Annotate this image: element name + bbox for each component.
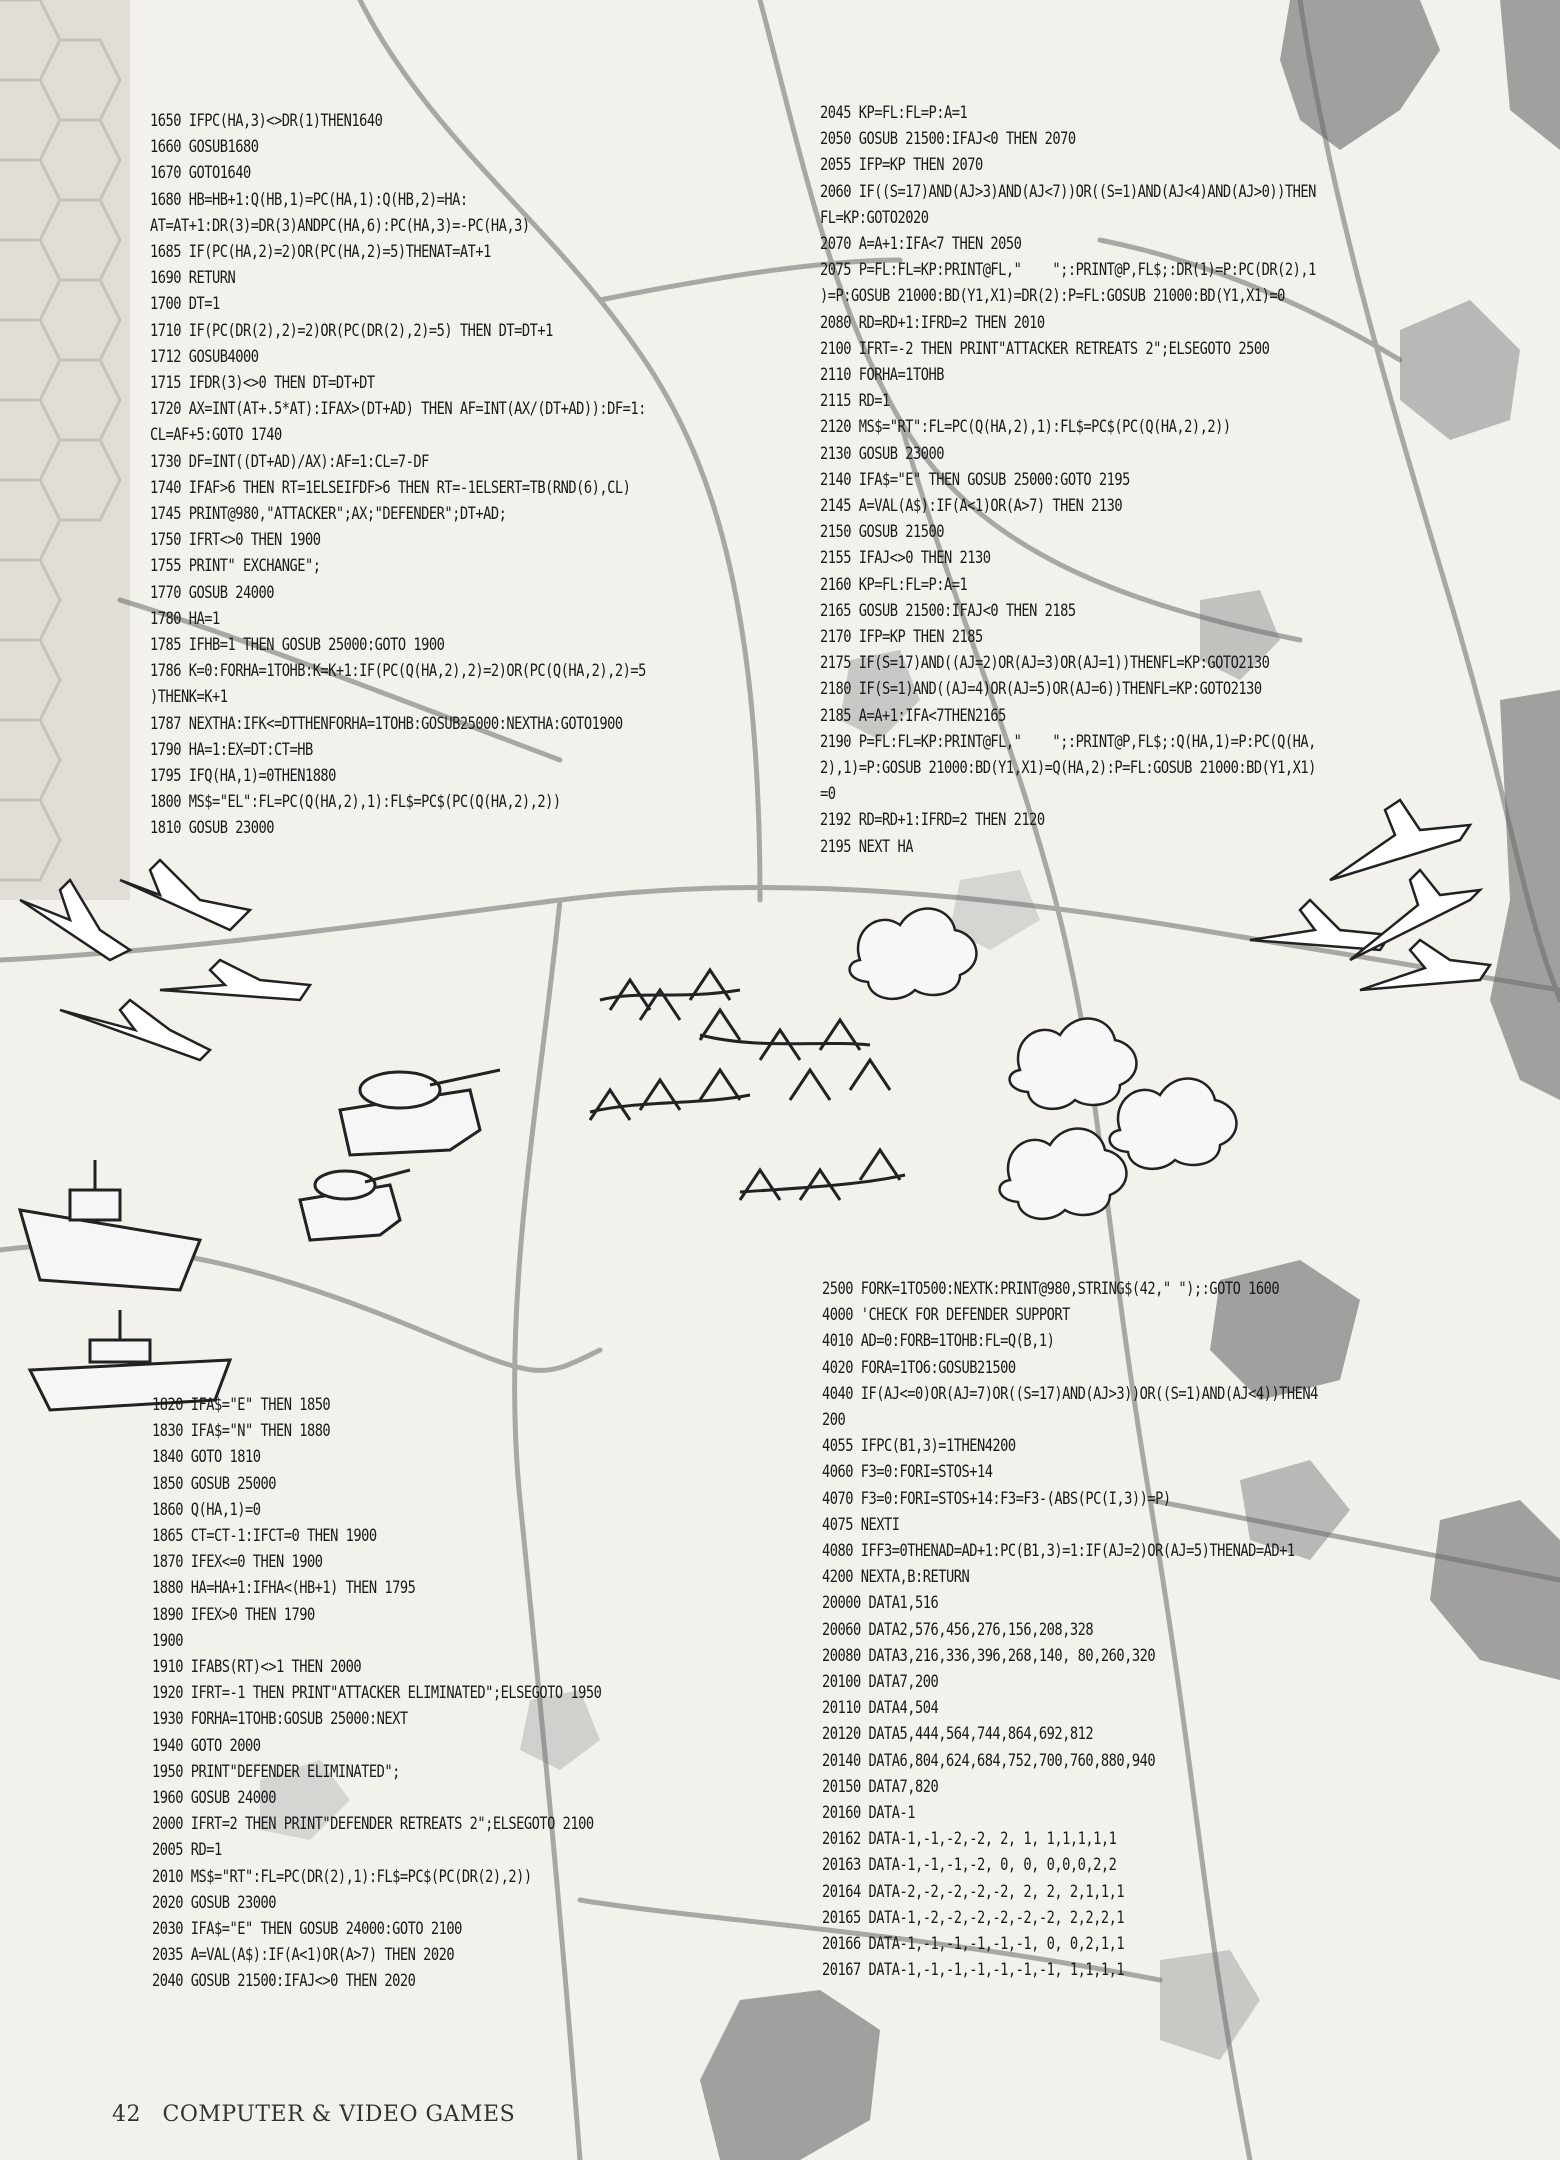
warship-icon [20, 1160, 230, 1410]
page-footer [112, 2102, 515, 2127]
code-line: 1750 IFRT<>0 THEN 1900 [150, 530, 321, 550]
code-line: FL=KP:GOTO2020 [820, 207, 929, 227]
code-listing-left-bottom [152, 1392, 601, 1995]
code-line: 2190 P=FL:FL=KP:PRINT@FL," ";:PRINT@P,FL$;:Q(HA,1)=P:PC(Q(HA, [820, 731, 1316, 751]
code-line: 1770 GOSUB 24000 [150, 582, 274, 602]
code-line: )THENK=K+1 [150, 687, 228, 707]
code-line: 2055 IFP=KP THEN 2070 [820, 155, 983, 175]
code-line: 4070 F3=0:FORI=STOS+14:F3=F3-(ABS(PC(I,3))=P) [822, 1488, 1171, 1508]
code-line: 2165 GOSUB 21500:IFAJ<0 THEN 2185 [820, 600, 1076, 620]
code-line: 20162 DATA-1,-1,-2,-2, 2, 1, 1,1,1,1,1 [822, 1829, 1117, 1849]
code-line: 1660 GOSUB1680 [150, 137, 259, 157]
code-line: 1685 IF(PC(HA,2)=2)OR(PC(HA,2)=5)THENAT=AT+1 [150, 242, 491, 262]
page-number: 42 [112, 2102, 141, 2127]
tank-icon [300, 1070, 500, 1240]
code-line: 4010 AD=0:FORB=1TOHB:FL=Q(B,1) [822, 1331, 1055, 1351]
code-line: 1710 IF(PC(DR(2),2)=2)OR(PC(DR(2),2)=5) THEN DT=DT+1 [150, 320, 553, 340]
code-line: 1700 DT=1 [150, 294, 220, 314]
code-line: 20163 DATA-1,-1,-1,-2, 0, 0, 0,0,0,2,2 [822, 1855, 1117, 1875]
code-listing-right-top [820, 100, 1316, 860]
code-line: 1930 FORHA=1TOHB:GOSUB 25000:NEXT [152, 1709, 408, 1729]
code-line: 1960 GOSUB 24000 [152, 1788, 276, 1808]
code-line: 1712 GOSUB4000 [150, 346, 259, 366]
code-line: 1795 IFQ(HA,1)=0THEN1880 [150, 766, 336, 786]
code-line: 20100 DATA7,200 [822, 1672, 939, 1692]
code-listing-right-bottom [822, 1276, 1318, 1983]
code-line: 1950 PRINT"DEFENDER ELIMINATED"; [152, 1761, 400, 1781]
code-line: 20120 DATA5,444,564,744,864,692,812 [822, 1724, 1094, 1744]
code-line: 1880 HA=HA+1:IFHA<(HB+1) THEN 1795 [152, 1578, 416, 1598]
code-line: 2000 IFRT=2 THEN PRINT"DEFENDER RETREATS 2";ELSEGOTO 2100 [152, 1814, 594, 1834]
code-line: 1910 IFABS(RT)<>1 THEN 2000 [152, 1657, 362, 1677]
code-line: 2160 KP=FL:FL=P:A=1 [820, 574, 968, 594]
code-line: 2010 MS$="RT":FL=PC(DR(2),1):FL$=PC$(PC(DR(2),2)) [152, 1866, 532, 1886]
code-line: 2120 MS$="RT":FL=PC(Q(HA,2),1):FL$=PC$(PC(Q(HA,2),2)) [820, 417, 1231, 437]
code-line: 4075 NEXTI [822, 1514, 900, 1534]
code-line: =0 [820, 784, 836, 804]
code-line: CL=AF+5:GOTO 1740 [150, 425, 282, 445]
code-line: 1810 GOSUB 23000 [150, 818, 274, 838]
barbed-wire-icon [590, 970, 905, 1200]
code-line: 2100 IFRT=-2 THEN PRINT"ATTACKER RETREATS 2";ELSEGOTO 2500 [820, 338, 1270, 358]
code-line: 2005 RD=1 [152, 1840, 222, 1860]
code-line: 2),1)=P:GOSUB 21000:BD(Y1,X1)=Q(HA,2):P=FL:GOSUB 21000:BD(Y1,X1) [820, 758, 1316, 778]
code-line: 2030 IFA$="E" THEN GOSUB 24000:GOTO 2100 [152, 1919, 462, 1939]
code-line: 2115 RD=1 [820, 391, 890, 411]
code-line: 2180 IF(S=1)AND((AJ=4)OR(AJ=5)OR(AJ=6))THENFL=KP:GOTO2130 [820, 679, 1262, 699]
code-line: 2110 FORHA=1TOHB [820, 365, 944, 385]
code-line: 1650 IFPC(HA,3)<>DR(1)THEN1640 [150, 111, 383, 130]
code-line: 1755 PRINT" EXCHANGE"; [150, 556, 321, 576]
code-line: 20160 DATA-1 [822, 1803, 915, 1823]
code-line: AT=AT+1:DR(3)=DR(3)ANDPC(HA,6):PC(HA,3)=-PC(HA,3) [150, 215, 530, 235]
code-line: 2040 GOSUB 21500:IFAJ<>0 THEN 2020 [152, 1971, 416, 1991]
code-line: 1785 IFHB=1 THEN GOSUB 25000:GOTO 1900 [150, 635, 445, 655]
code-line: 2020 GOSUB 23000 [152, 1892, 276, 1912]
code-line: 2035 A=VAL(A$):IF(A<1)OR(A>7) THEN 2020 [152, 1945, 455, 1965]
code-line: 2170 IFP=KP THEN 2185 [820, 627, 983, 647]
code-line: 4200 NEXTA,B:RETURN [822, 1567, 970, 1587]
code-line: 2155 IFAJ<>0 THEN 2130 [820, 548, 991, 568]
code-line: 4020 FORA=1TO6:GOSUB21500 [822, 1357, 1016, 1377]
code-line: 1820 IFA$="E" THEN 1850 [152, 1395, 331, 1414]
code-line: 1745 PRINT@980,"ATTACKER";AX;"DEFENDER";DT+AD; [150, 504, 507, 524]
code-line: 4060 F3=0:FORI=STOS+14 [822, 1462, 993, 1482]
code-line: 20140 DATA6,804,624,684,752,700,760,880,940 [822, 1750, 1156, 1770]
code-line: 1780 HA=1 [150, 608, 220, 628]
code-line: 1790 HA=1:EX=DT:CT=HB [150, 739, 313, 759]
code-line: 2195 NEXT HA [820, 836, 913, 856]
code-line: 2185 A=A+1:IFA<7THEN2165 [820, 705, 1006, 725]
code-line: 2500 FORK=1TO500:NEXTK:PRINT@980,STRING$(42," ");:GOTO 1600 [822, 1279, 1280, 1298]
code-line: 2075 P=FL:FL=KP:PRINT@FL," ";:PRINT@P,FL$;:DR(1)=P:PC(DR(2),1 [820, 260, 1316, 280]
code-line: 2050 GOSUB 21500:IFAJ<0 THEN 2070 [820, 129, 1076, 149]
code-line: 1830 IFA$="N" THEN 1880 [152, 1421, 331, 1441]
magazine-title: COMPUTER & VIDEO GAMES [162, 2102, 516, 2127]
code-line: 1786 K=0:FORHA=1TOHB:K=K+1:IF(PC(Q(HA,2),2)=2)OR(PC(Q(HA,2),2)=5 [150, 661, 646, 681]
code-line: 2070 A=A+1:IFA<7 THEN 2050 [820, 234, 1022, 254]
code-line: 20000 DATA1,516 [822, 1593, 939, 1613]
explosion-icon [850, 909, 1237, 1219]
code-line: 1680 HB=HB+1:Q(HB,1)=PC(HA,1):Q(HB,2)=HA: [150, 189, 468, 209]
code-line: 1715 IFDR(3)<>0 THEN DT=DT+DT [150, 373, 375, 393]
code-line: 1900 [152, 1630, 183, 1650]
code-line: 2175 IF(S=17)AND((AJ=2)OR(AJ=3)OR(AJ=1))THENFL=KP:GOTO2130 [820, 653, 1270, 673]
code-line: 20164 DATA-2,-2,-2,-2,-2, 2, 2, 2,1,1,1 [822, 1881, 1125, 1901]
code-line: 1920 IFRT=-1 THEN PRINT"ATTACKER ELIMINATED";ELSEGOTO 1950 [152, 1683, 602, 1703]
code-line: 2060 IF((S=17)AND(AJ>3)AND(AJ<7))OR((S=1)AND(AJ<4)AND(AJ>0))THEN [820, 181, 1316, 201]
code-line: 1860 Q(HA,1)=0 [152, 1499, 261, 1519]
code-line: 2130 GOSUB 23000 [820, 443, 944, 463]
code-line: 20165 DATA-1,-2,-2,-2,-2,-2,-2, 2,2,2,1 [822, 1907, 1125, 1927]
code-line: 1670 GOTO1640 [150, 163, 251, 183]
code-line: 1865 CT=CT-1:IFCT=0 THEN 1900 [152, 1526, 377, 1546]
code-line: 1840 GOTO 1810 [152, 1447, 261, 1467]
code-line: 20166 DATA-1,-1,-1,-1,-1,-1, 0, 0,2,1,1 [822, 1934, 1125, 1954]
code-line: 4080 IFF3=0THENAD=AD+1:PC(B1,3)=1:IF(AJ=2)OR(AJ=5)THENAD=AD+1 [822, 1541, 1295, 1561]
code-line: 20167 DATA-1,-1,-1,-1,-1,-1,-1, 1,1,1,1 [822, 1960, 1125, 1980]
code-line: 1800 MS$="EL":FL=PC(Q(HA,2),1):FL$=PC$(PC(Q(HA,2),2)) [150, 792, 561, 812]
code-line: 1740 IFAF>6 THEN RT=1ELSEIFDF>6 THEN RT=-1ELSERT=TB(RND(6),CL) [150, 477, 631, 497]
code-line: 20060 DATA2,576,456,276,156,208,328 [822, 1619, 1094, 1639]
code-line: 1890 IFEX>0 THEN 1790 [152, 1604, 315, 1624]
code-line: 200 [822, 1410, 846, 1430]
code-line: 1690 RETURN [150, 268, 236, 288]
code-line: 2192 RD=RD+1:IFRD=2 THEN 2120 [820, 810, 1045, 830]
code-line: 2140 IFA$="E" THEN GOSUB 25000:GOTO 2195 [820, 469, 1130, 489]
code-listing-left-top [150, 108, 646, 842]
code-line: 4055 IFPC(B1,3)=1THEN4200 [822, 1436, 1016, 1456]
code-line: 2145 A=VAL(A$):IF(A<1)OR(A>7) THEN 2130 [820, 496, 1123, 516]
code-line: 1720 AX=INT(AT+.5*AT):IFAX>(DT+AD) THEN AF=INT(AX/(DT+AD)):DF=1: [150, 399, 646, 419]
code-line: 1730 DF=INT((DT+AD)/AX):AF=1:CL=7-DF [150, 451, 429, 471]
code-line: 4000 'CHECK FOR DEFENDER SUPPORT [822, 1305, 1070, 1325]
code-line: 20080 DATA3,216,336,396,268,140, 80,260,320 [822, 1645, 1156, 1665]
code-line: )=P:GOSUB 21000:BD(Y1,X1)=DR(2):P=FL:GOSUB 21000:BD(Y1,X1)=0 [820, 286, 1285, 306]
code-line: 1870 IFEX<=0 THEN 1900 [152, 1552, 323, 1572]
code-line: 20110 DATA4,504 [822, 1698, 939, 1718]
code-line: 4040 IF(AJ<=0)OR(AJ=7)OR((S=17)AND(AJ>3))OR((S=1)AND(AJ<4))THEN4 [822, 1383, 1318, 1403]
code-line: 20150 DATA7,820 [822, 1776, 939, 1796]
code-line: 2150 GOSUB 21500 [820, 522, 944, 542]
code-line: 1850 GOSUB 25000 [152, 1473, 276, 1493]
code-line: 1787 NEXTHA:IFK<=DTTHENFORHA=1TOHB:GOSUB25000:NEXTHA:GOTO1900 [150, 713, 623, 733]
code-line: 2045 KP=FL:FL=P:A=1 [820, 103, 968, 122]
code-line: 1940 GOTO 2000 [152, 1735, 261, 1755]
code-line: 2080 RD=RD+1:IFRD=2 THEN 2010 [820, 312, 1045, 332]
